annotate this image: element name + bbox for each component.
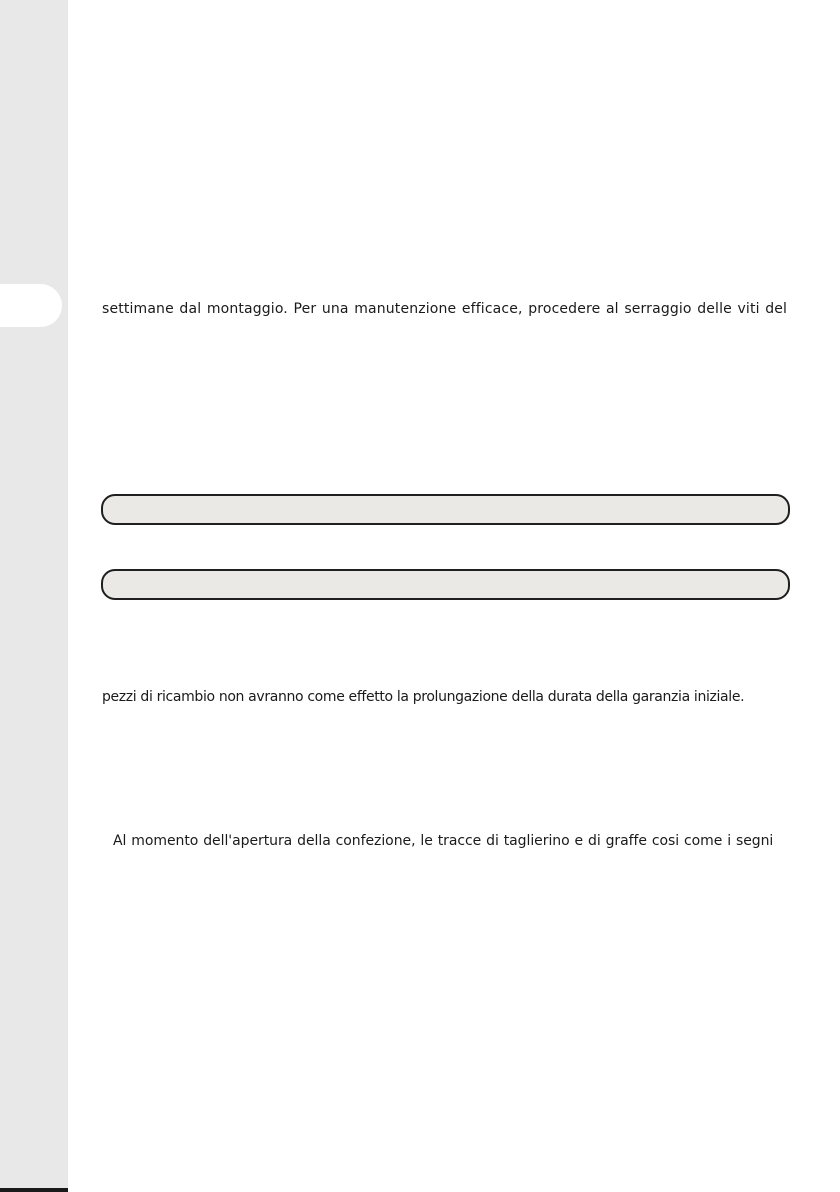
text-line-warranty: pezzi di ricambio non avranno come effetto la prolungazione della durata della garanzia iniziale. [102, 689, 745, 705]
bottom-rule [0, 1188, 68, 1192]
section-heading-bar [101, 494, 790, 525]
side-tab [0, 284, 62, 327]
side-band [0, 0, 68, 1192]
text-line-packaging: Al momento dell'apertura della confezione, le tracce di taglierino e di graffe cosi come i segni [113, 833, 774, 849]
text-line-maintenance: settimane dal montaggio. Per una manutenzione efficace, procedere al serraggio delle viti del [102, 301, 788, 317]
section-heading-bar [101, 569, 790, 600]
